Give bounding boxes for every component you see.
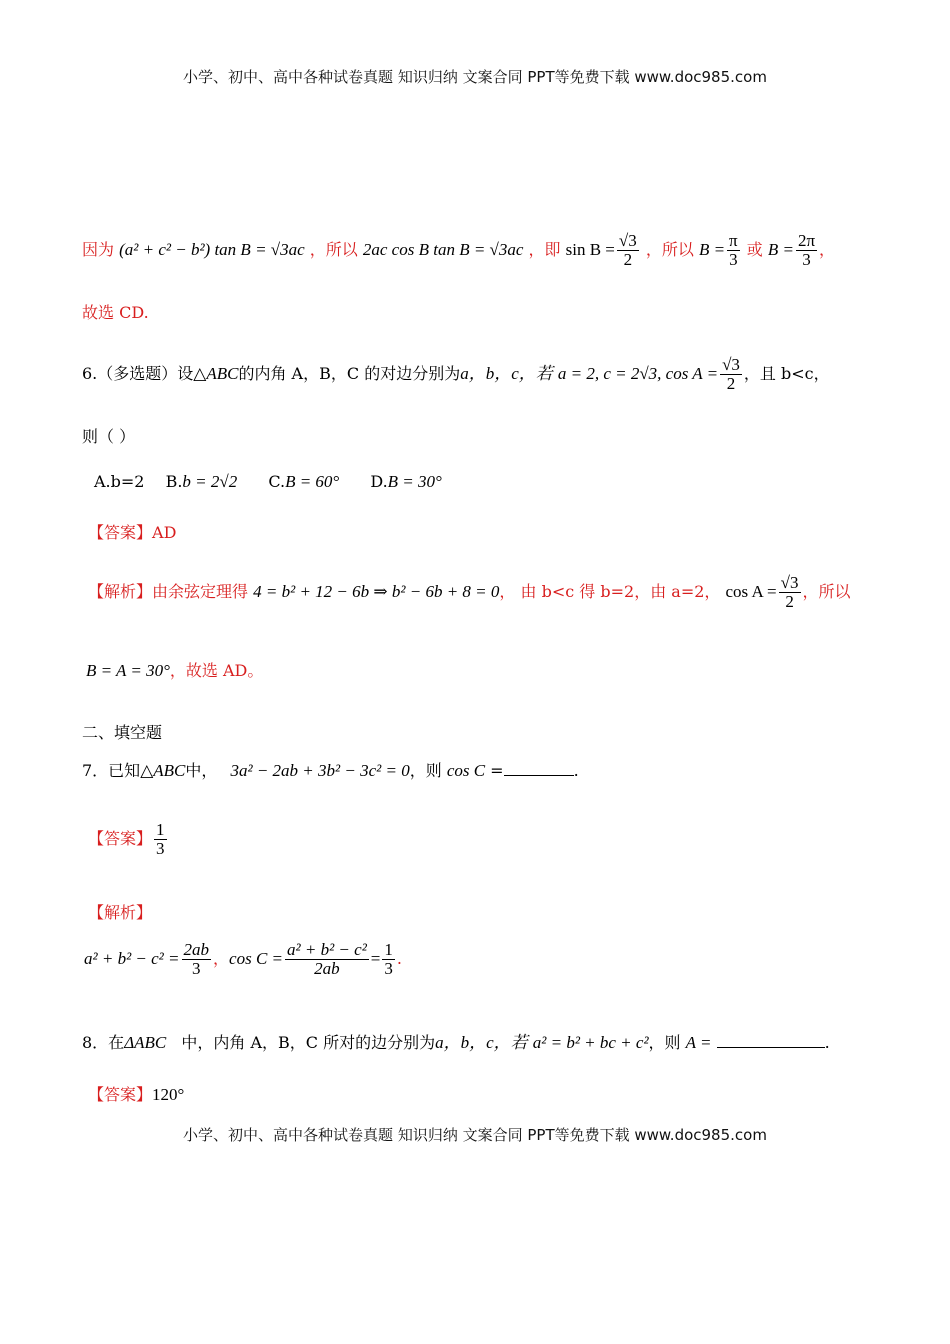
text: 6.（多选题）设	[82, 364, 194, 383]
equation-3: sin B =	[565, 240, 615, 259]
text: .	[824, 1033, 830, 1052]
equation-4: B =	[698, 240, 726, 259]
analysis-label: 【解析】	[88, 582, 153, 601]
fraction: $\frac{\text{a² + b² − c²}}{2ab}$	[287, 940, 367, 978]
equation-1: (a² + c² − b²) tan B = √3ac	[119, 240, 305, 259]
answer-blank[interactable]	[504, 761, 574, 776]
math: cos C =	[229, 949, 284, 968]
answer-label: 【答案】	[88, 829, 153, 848]
math: a² + b² − c² =	[84, 949, 180, 968]
condition-math: a = 2, c = 2√3, cos A =	[557, 364, 719, 383]
q7-answer	[88, 816, 169, 862]
text: 中，内角 A，B，C 所对的边分别为	[181, 1033, 436, 1052]
prev-solution-line	[82, 232, 835, 268]
option-a[interactable]: A.b=2	[94, 472, 145, 491]
text: ，所以	[645, 240, 694, 259]
text: a，b，c，若	[460, 364, 553, 383]
text: =	[490, 761, 504, 780]
text: 的内角 A，B，C 的对边分别为	[238, 364, 461, 383]
equation-2: 2ac cos B tan B = √3ac	[362, 240, 524, 259]
prev-conclusion: 故选 CD.	[82, 303, 149, 322]
text: 中，	[185, 761, 218, 780]
text: a，b，c，若	[435, 1033, 528, 1052]
fraction: $\frac{2ab}{3}$	[183, 940, 210, 978]
equation-5: B =	[767, 240, 794, 259]
fraction: $\frac{√3}{2}$	[780, 573, 799, 611]
q6-analysis-end	[86, 656, 263, 686]
answer-value: AD	[152, 523, 177, 542]
text: ，则	[409, 761, 442, 780]
q7-analysis-label	[88, 900, 152, 923]
text: ，则	[648, 1033, 681, 1052]
text: ，	[213, 949, 230, 968]
q6-then: 则（ ）	[82, 427, 136, 446]
text: .	[396, 949, 402, 968]
q6-options	[94, 468, 442, 496]
triangle-label: △ABC	[193, 364, 239, 383]
q8-answer	[88, 1082, 184, 1105]
triangle-label: ΔABC	[124, 1033, 167, 1052]
q7-analysis	[84, 936, 402, 982]
text: ，且 b<c，	[743, 364, 830, 383]
q8-stem	[82, 1026, 830, 1060]
fraction: $\frac{2\pi}{3}$	[797, 231, 816, 269]
q6-analysis	[88, 572, 851, 612]
equation: a² = b² + bc + c²	[532, 1033, 649, 1052]
fraction: $\frac{√3}{2}$	[618, 231, 637, 269]
triangle-label: △ABC	[140, 761, 186, 780]
analysis-math: 4 = b² + 12 − 6b ⇒ b² − 6b + 8 = 0	[253, 582, 500, 601]
math: =	[370, 949, 381, 968]
option-c[interactable]: C.B = 60°	[268, 472, 340, 491]
q7-stem	[82, 754, 579, 788]
page-footer: 小学、初中、高中各种试卷真题 知识归纳 文案合同 PPT等免费下载 www.doc985.com	[183, 1126, 767, 1144]
answer-fraction: $\frac{1}{3}$	[156, 820, 165, 858]
text: .	[573, 761, 579, 780]
text: 因为	[82, 240, 115, 259]
math: A =	[685, 1033, 712, 1052]
section-title: 二、填空题	[82, 723, 163, 742]
answer-blank[interactable]	[717, 1033, 825, 1048]
analysis-math: B = A = 30°	[86, 661, 170, 680]
answer-value: 120°	[152, 1085, 185, 1104]
fraction: $\frac{\pi}{3}$	[729, 231, 738, 269]
text: 或	[746, 240, 763, 259]
analysis-cos: cos A =	[725, 582, 777, 601]
option-b[interactable]: B.b = 2√2	[165, 472, 238, 491]
text: ，故选 AD。	[169, 661, 264, 680]
fraction: $\frac{1}{3}$	[384, 940, 393, 978]
cos-c: cos C	[446, 761, 486, 780]
text: ，	[819, 240, 836, 259]
analysis-label: 【解析】	[88, 903, 153, 922]
q6-stem	[82, 354, 830, 394]
page-header: 小学、初中、高中各种试卷真题 知识归纳 文案合同 PPT等免费下载 www.doc985.com	[183, 68, 767, 86]
equation: 3a² − 2ab + 3b² − 3c² = 0	[230, 761, 410, 780]
answer-label: 【答案】	[88, 523, 153, 542]
text: 7．已知	[82, 761, 141, 780]
text: ， 由 b<c 得 b=2，由 a=2，	[499, 582, 721, 601]
answer-label: 【答案】	[88, 1085, 153, 1104]
text: ，即	[528, 240, 561, 259]
text: 8．在	[82, 1033, 125, 1052]
option-d[interactable]: D.B = 30°	[370, 472, 442, 491]
fraction: $\frac{√3}{2}$	[722, 355, 740, 393]
text: 由余弦定理得	[152, 582, 249, 601]
text: ，所以	[309, 240, 358, 259]
q6-answer	[88, 520, 176, 543]
text: ，所以	[802, 582, 851, 601]
